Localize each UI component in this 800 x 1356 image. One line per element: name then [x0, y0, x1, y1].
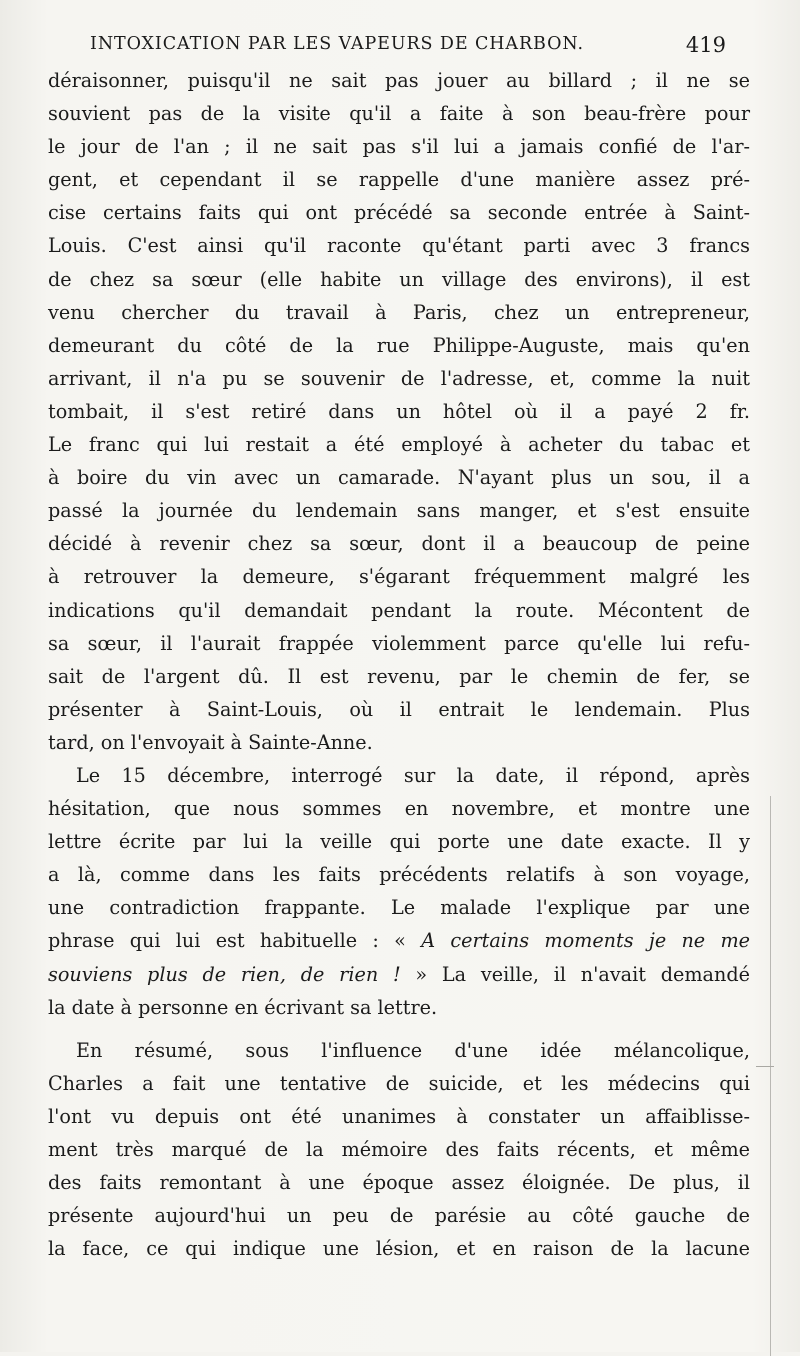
text-line: tombait, il s'est retiré dans un hôtel où il a payé 2 fr.: [48, 399, 750, 423]
italic-quote: A certains moments je ne me: [421, 929, 750, 953]
margin-pencil-line: [770, 796, 771, 1356]
text-line: de chez sa sœur (elle habite un village des environs), il est: [48, 267, 750, 291]
paragraph-gap: [48, 1024, 750, 1034]
text-line: Le franc qui lui restait a été employé à acheter du tabac et: [48, 433, 750, 457]
text-line: ment très marqué de la mémoire des faits récents, et même: [48, 1138, 750, 1161]
text-line: Le 15 décembre, interrogé sur la date, il répond, après: [76, 763, 750, 787]
text-line: En résumé, sous l'influence d'une idée mélancolique,: [76, 1038, 750, 1062]
text-line: souvient pas de la visite qu'il a faite à son beau-frère pour: [48, 102, 750, 126]
text-line: gent, et cependant il se rappelle d'une manière assez pré-: [48, 168, 750, 192]
text-line: Louis. C'est ainsi qu'il raconte qu'étant parti avec 3 francs: [48, 234, 750, 258]
margin-pencil-tick: [756, 1066, 774, 1067]
text-line: présente aujourd'hui un peu de parésie au côté gauche de: [48, 1204, 750, 1228]
text-line: une contradiction frappante. Le malade l'explique par une: [48, 896, 750, 920]
text-line: des faits remontant à une époque assez éloignée. De plus, il: [48, 1171, 750, 1195]
text-line-with-quote: [48, 924, 750, 957]
running-head: INTOXICATION PAR LES VAPEURS DE CHARBON.: [90, 34, 584, 54]
text-line: la face, ce qui indique une lésion, et en raison de la lacune: [48, 1237, 750, 1261]
text-line: à boire du vin avec un camarade. N'ayant plus un sou, il a: [48, 466, 750, 490]
text-line: sa sœur, il l'aurait frappée violemment parce qu'elle lui refu-: [48, 631, 750, 655]
text-line: la date à personne en écrivant sa lettre.: [48, 995, 438, 1019]
quote-tail: » La veille, il n'avait demandé: [400, 962, 750, 986]
body-text: [48, 64, 750, 1265]
page-number: 419: [685, 33, 726, 57]
text-line: Charles a fait une tentative de suicide, et les médecins qui: [48, 1071, 750, 1095]
text-line: cise certains faits qui ont précédé sa seconde entrée à Saint-: [48, 201, 750, 225]
italic-quote: souviens plus de rien, de rien !: [48, 962, 401, 986]
text-line-with-quote: [48, 958, 750, 991]
text-line: demeurant du côté de la rue Philippe-Auguste, mais qu'en: [48, 333, 750, 357]
text-line: présenter à Saint-Louis, où il entrait le lendemain. Plus: [48, 697, 750, 721]
text-line: a là, comme dans les faits précédents relatifs à son voyage,: [48, 863, 750, 887]
text-line: arrivant, il n'a pu se souvenir de l'adresse, et, comme la nuit: [48, 366, 750, 390]
text-line: à retrouver la demeure, s'égarant fréquemment malgré les: [48, 565, 750, 589]
text-line: lettre écrite par lui la veille qui porte une date exacte. Il y: [48, 830, 750, 854]
text-line: indications qu'il demandait pendant la route. Mécontent de: [48, 598, 750, 622]
page-header: [90, 34, 730, 62]
text-line: déraisonner, puisqu'il ne sait pas jouer au billard ; il ne se: [48, 69, 750, 92]
text-line: passé la journée du lendemain sans manger, et s'est ensuite: [48, 499, 750, 523]
quote-lead: phrase qui lui est habituelle : «: [48, 929, 422, 953]
text-line: tard, on l'envoyait à Sainte-Anne.: [48, 730, 373, 754]
text-line: l'ont vu depuis ont été unanimes à constater un affaiblisse-: [48, 1104, 750, 1128]
text-line: décidé à revenir chez sa sœur, dont il a beaucoup de peine: [48, 532, 750, 556]
text-line: hésitation, que nous sommes en novembre, et montre une: [48, 797, 750, 821]
text-line: sait de l'argent dû. Il est revenu, par le chemin de fer, se: [48, 664, 750, 688]
text-line: le jour de l'an ; il ne sait pas s'il lui a jamais confié de l'ar-: [48, 135, 750, 159]
text-line: venu chercher du travail à Paris, chez un entrepreneur,: [48, 300, 750, 324]
